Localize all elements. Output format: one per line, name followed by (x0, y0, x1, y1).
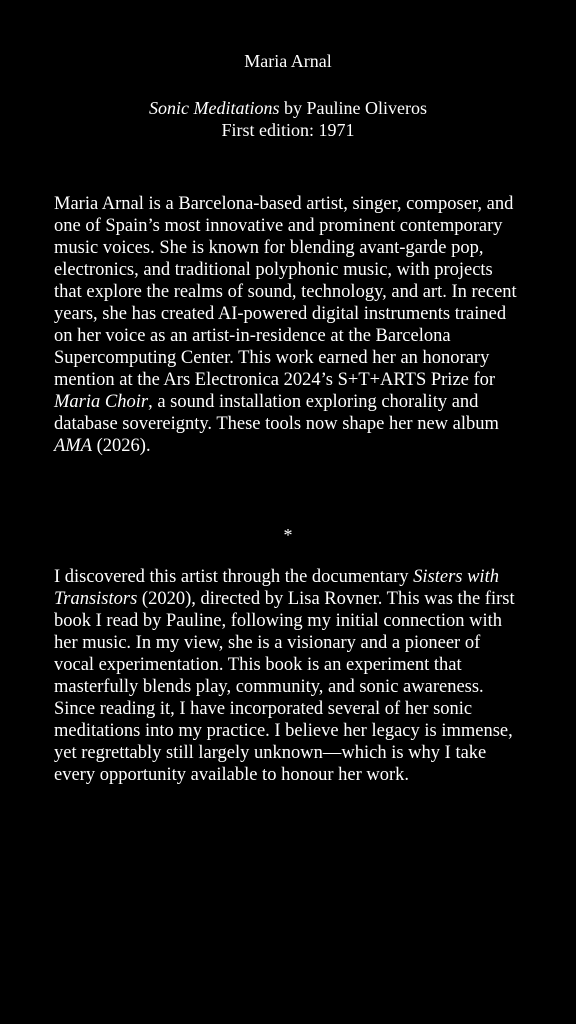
section-divider: * (283, 525, 293, 545)
bio-text-3: (2026). (92, 436, 151, 456)
film-title: Sisters with Transistors (54, 567, 499, 609)
author-name: Maria Arnal (244, 51, 332, 71)
reflection-text-1: I discovered this artist through the documentary (54, 567, 414, 587)
bio-text-2: , a sound installation exploring chorality and database sovereignty. These tools now shape her new album (54, 392, 499, 434)
reflection-text-2: (2020), directed by Lisa Rovner. This was the first book I read by Pauline, following my initial connection with her music. In my view, she is a visionary and a pioneer of vocal experimentation. This book is an experiment that masterfully blends play, community, and sonic awareness. Since reading it, I have incorporated several of her sonic meditations into my practice. I believe her legacy is immense, yet regrettably still largely unknown—which is why I take every opportunity available to honour her work. (54, 589, 515, 785)
book-author: by Pauline Oliveros (279, 98, 427, 118)
book-title-line (0, 97, 576, 119)
edition-line: First edition: 1971 (221, 120, 355, 140)
album-title: AMA (54, 436, 93, 456)
bio-paragraph (54, 193, 524, 457)
book-info (0, 97, 576, 141)
work-title: Maria Choir (54, 392, 149, 412)
bio-text-1: Maria Arnal is a Barcelona-based artist, singer, composer, and one of Spain’s most innovative and prominent contemporary music voices. She is known for blending avant-garde pop, electronics, and traditional polyphonic music, with projects that explore the realms of sound, technology, and art. In recent years, she has created AI-powered digital instruments trained on her voice as an artist-in-residence at the Barcelona Supercomputing Center. This work earned her an honorary mention at the Ars Electronica 2024’s S+T+ARTS Prize for (54, 194, 517, 390)
reflection-paragraph (54, 566, 524, 786)
book-title: Sonic Meditations (149, 98, 280, 118)
